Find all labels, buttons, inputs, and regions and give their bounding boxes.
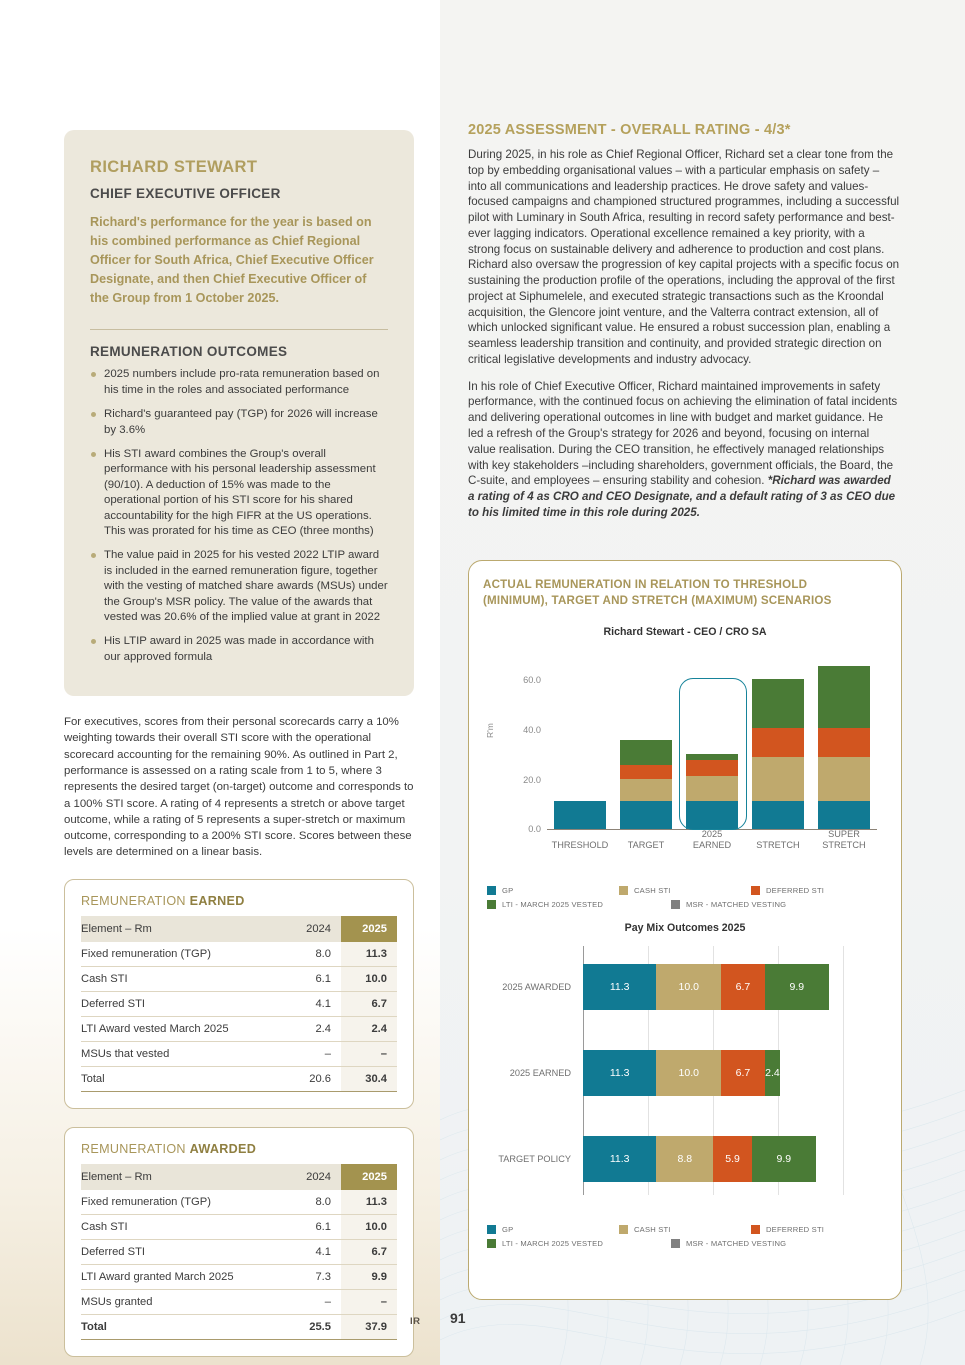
table-title-light: REMUNERATION <box>81 893 190 908</box>
remuneration-earned-card <box>64 879 414 1109</box>
chart1-segment-cash-sti <box>620 779 672 801</box>
chart1-segment-cash-sti <box>752 757 804 801</box>
legend-label: CASH STI <box>634 1225 671 1235</box>
legend-swatch <box>671 1239 680 1248</box>
cell-label: LTI Award granted March 2025 <box>81 1270 234 1283</box>
cell-label: Cash STI <box>81 1220 128 1233</box>
cell-2024: 4.1 <box>315 997 331 1010</box>
legend-item-msr-matched-vesting <box>671 900 887 909</box>
table-row <box>81 942 397 967</box>
cell-2025: – <box>341 1041 397 1066</box>
profile-card <box>64 130 414 696</box>
chart1-xtick: SUPER STRETCH <box>822 829 866 850</box>
panel-heading-line1: ACTUAL REMUNERATION IN RELATION TO THRESHOLD <box>483 578 808 591</box>
cell-2024: – <box>324 1295 331 1308</box>
panel-heading-line2: (MINIMUM), TARGET AND STRETCH (MAXIMUM) SCENARIOS <box>483 593 832 607</box>
legend-swatch <box>487 886 496 895</box>
legend-item-cash-sti <box>619 1225 751 1234</box>
page-title: RICHARD STEWART <box>90 158 258 176</box>
legend-item-deferred-sti <box>751 1225 887 1234</box>
chart1-ytick: 20.0 <box>523 774 541 785</box>
legend-label: GP <box>502 1225 514 1235</box>
cell-label: MSUs granted <box>81 1295 153 1308</box>
table-row <box>81 991 397 1016</box>
remuneration-awarded-table <box>81 1164 397 1340</box>
legend-item-cash-sti <box>619 886 751 895</box>
legend-item-deferred-sti <box>751 886 887 895</box>
chart2-ytick: 2025 AWARDED <box>502 982 571 993</box>
cell-2025: 2.4 <box>341 1016 397 1041</box>
table-row <box>81 1214 397 1239</box>
legend-label: MSR - MATCHED VESTING <box>686 900 787 910</box>
remuneration-outcomes-heading: REMUNERATION OUTCOMES <box>90 344 288 360</box>
chart1-segment-gp <box>686 801 738 829</box>
cell-2024: 4.1 <box>315 1245 331 1258</box>
legend-swatch <box>671 900 680 909</box>
cell-2024: 20.6 <box>309 1072 331 1085</box>
assessment-heading: 2025 ASSESSMENT - OVERALL RATING - 4/3* <box>468 122 791 138</box>
chart2-bar-target-policy <box>498 1136 875 1182</box>
chart2-segment-cash-sti: 10.0 <box>656 964 721 1010</box>
profile-intro: Richard's performance for the year is based on his combined performance as Chief Regional Officer for South Africa, Chief Executive Officer Designate, and then Chief Executive Officer of the Group from 1 October 2025. <box>90 215 374 305</box>
list-item: His STI award combines the Group's overall performance with his personal leadership assessment (90/10). A deduction of 15% was made to the operational portion of his STI score for his shared accountability for the high FIFR at the US operations. This was prorated for his time as CEO (three months) <box>90 447 388 539</box>
legend-swatch <box>751 886 760 895</box>
chart1-scenarios <box>483 652 887 852</box>
cell-2024: 8.0 <box>315 1195 331 1208</box>
divider <box>90 329 388 330</box>
legend-label: DEFERRED STI <box>766 886 825 896</box>
chart1-segment-deferred-sti <box>686 760 738 777</box>
col-element: Element – Rm <box>81 1164 285 1190</box>
chart1-bar-stretch <box>752 679 804 850</box>
table-row <box>81 1239 397 1264</box>
chart2-segment-lti-march-2025-vested: 9.9 <box>752 1136 816 1182</box>
chart1-bar-target <box>620 740 672 850</box>
cell-2024: 2.4 <box>315 1022 331 1035</box>
table-header-row <box>81 1164 397 1190</box>
cell-2025: – <box>341 1289 397 1314</box>
chart1-segment-cash-sti <box>818 757 870 801</box>
chart1-segment-lti-march-2025-vested <box>620 740 672 765</box>
cell-2025: 6.7 <box>341 991 397 1016</box>
col-2025: 2025 <box>341 1164 397 1190</box>
legend-swatch <box>619 1225 628 1234</box>
col-element: Element – Rm <box>81 916 285 942</box>
chart1-segment-lti-march-2025-vested <box>818 666 870 728</box>
legend-swatch <box>487 1239 496 1248</box>
cell-2024: 25.5 <box>309 1320 331 1333</box>
left-column <box>64 0 414 1357</box>
chart2-segment-deferred-sti: 6.7 <box>721 1050 764 1096</box>
table-total-row <box>81 1314 397 1339</box>
list-item: Richard's guaranteed pay (TGP) for 2026 will increase by 3.6% <box>90 407 388 438</box>
cell-2025: 10.0 <box>341 1214 397 1239</box>
chart1-segment-gp <box>554 801 606 829</box>
chart1-bar-threshold <box>551 801 609 850</box>
legend-label: LTI - MARCH 2025 VESTED <box>502 1239 604 1249</box>
chart2-bar-2025-awarded <box>502 964 875 1010</box>
legend-swatch <box>487 900 496 909</box>
chart1-segment-gp <box>752 801 804 829</box>
chart2-segment-cash-sti: 8.8 <box>656 1136 713 1182</box>
table-title-light: REMUNERATION <box>81 1141 190 1156</box>
assessment-paragraph-2 <box>468 379 900 521</box>
chart1-segment-gp <box>620 801 672 829</box>
legend-label: GP <box>502 886 514 896</box>
assessment-para2-text: In his role of Chief Executive Officer, Richard maintained improvements in safety performance, with the continued focus on achieving the elimination of fatal incidents and delivering operational outcomes in line with budget and market guidance. He led a refresh of the Group's strategy for 2026 and beyond, focusing on internal value realisation. During the CEO transition, he effectively managed relationships with key stakeholders –including shareholders, government officials, the Board, the C-suite, and employees – ensuring stability and cohesion. <box>468 379 898 488</box>
page-number: 91 <box>450 1310 466 1326</box>
chart2-segment-gp: 11.3 <box>583 964 656 1010</box>
chart1-plot-area <box>547 656 877 850</box>
chart1-segment-deferred-sti <box>818 728 870 757</box>
chart1-ytick: 40.0 <box>523 724 541 735</box>
cell-2025: 11.3 <box>341 942 397 967</box>
chart2-segment-gp: 11.3 <box>583 1136 656 1182</box>
cell-2025: 11.3 <box>341 1190 397 1215</box>
cell-2024: 6.1 <box>315 1220 331 1233</box>
cell-label: Cash STI <box>81 972 128 985</box>
chart1-segment-gp <box>818 801 870 829</box>
table-total-row <box>81 1066 397 1091</box>
cell-2025: 10.0 <box>341 966 397 991</box>
footer-ir-label: IR <box>410 1316 421 1327</box>
remuneration-awarded-card <box>64 1127 414 1357</box>
table-row <box>81 1289 397 1314</box>
chart1-title: Richard Stewart - CEO / CRO SA <box>603 626 767 639</box>
assessment-rating-note: *Richard was awarded a rating of 4 as CRO and CEO Designate, and a default rating of 3 as CEO due to his limited time in this role during 2025. <box>468 474 896 519</box>
list-item: 2025 numbers include pro-rata remuneration based on his time in the roles and associated performance <box>90 367 388 398</box>
profile-role: CHIEF EXECUTIVE OFFICER <box>90 186 281 201</box>
legend-label: MSR - MATCHED VESTING <box>686 1239 787 1249</box>
legend-swatch <box>751 1225 760 1234</box>
table-title-awarded <box>81 1142 397 1156</box>
chart1-segment-deferred-sti <box>752 728 804 757</box>
chart1-ylabel: R'm <box>485 723 495 739</box>
cell-2025: 9.9 <box>341 1264 397 1289</box>
list-item: The value paid in 2025 for his vested 2022 LTIP award is included in the earned remuneration figure, together with the vesting of matched share awards (MSUs) under the Group's MSR policy. The value of the awards that vested was 20.6% of the implied value at grant in 2022 <box>90 548 388 625</box>
table-row <box>81 1016 397 1041</box>
chart2-bar-2025-earned <box>509 1050 875 1096</box>
cell-2024: – <box>324 1047 331 1060</box>
remuneration-earned-table <box>81 916 397 1092</box>
table-title-bold: EARNED <box>189 893 245 908</box>
col-2024: 2024 <box>285 916 341 942</box>
remuneration-scenarios-panel <box>468 560 902 1300</box>
chart1-segment-deferred-sti <box>620 765 672 780</box>
col-2024: 2024 <box>285 1164 341 1190</box>
chart2-segment-deferred-sti: 5.9 <box>713 1136 751 1182</box>
table-title-bold: AWARDED <box>189 1141 257 1156</box>
chart1-ytick: 0.0 <box>528 824 541 835</box>
legend-swatch <box>619 886 628 895</box>
chart2-segment-lti-march-2025-vested: 2.4 <box>765 1050 781 1096</box>
table-title-earned <box>81 894 397 908</box>
panel-heading <box>483 577 887 608</box>
remuneration-outcomes-list <box>90 367 388 665</box>
legend-label: LTI - MARCH 2025 VESTED <box>502 900 604 910</box>
legend-item-gp <box>487 886 619 895</box>
chart2-ytick: 2025 EARNED <box>509 1068 571 1079</box>
cell-2024: 7.3 <box>315 1270 331 1283</box>
table-row <box>81 966 397 991</box>
chart1-xtick: STRETCH <box>756 839 800 850</box>
table-row <box>81 1041 397 1066</box>
assessment-paragraph-1: During 2025, in his role as Chief Regional Officer, Richard set a clear tone from the top by embedding organisational values – with a particular emphasis on safety – into all communications and leadership practices. He drove safety and values-focused campaigns and championed structured programmes, including a successful pilot with Luminary in South Africa, resulting in record safety performance and best-ever lagging indicators. Operational excellence remained a key priority, with a strong focus on sustainable delivery and adherence to production and cost plans. Richard also oversaw the progression of key capital projects with a specific focus on sustaining the production profile of the operations, including the approval of the first project at Siphumelele, and executed strategic transactions such as the Kroondal acquisition, the Glencore joint venture, and the Valterra contract extension, all of which unlocked significant value. He ensured a robust succession plan, enabling a seamless leadership transition and continuity, and provided strategic direction on critical legislative developments and industry advocacy. <box>468 148 900 366</box>
legend-item-lti-march-2025-vested <box>487 1239 671 1248</box>
cell-label: Fixed remuneration (TGP) <box>81 1195 211 1208</box>
chart2-segment-lti-march-2025-vested: 9.9 <box>765 964 829 1010</box>
legend-label: DEFERRED STI <box>766 1225 825 1235</box>
chart1-bar-super-stretch <box>818 666 870 850</box>
legend-item-gp <box>487 1225 619 1234</box>
chart2-legend <box>483 1225 887 1253</box>
chart1-xtick: TARGET <box>627 839 665 850</box>
chart2-segment-gp: 11.3 <box>583 1050 656 1096</box>
col-2025: 2025 <box>341 916 397 942</box>
scorecard-note: For executives, scores from their personal scorecards carry a 10% weighting towards their overall STI score with the operational scorecard accounting for the remaining 90%. As outlined in Part 2, performance is assessed on a rating scale from 1 to 5, where 3 represents the desired target (on-target) outcome and corresponds to a 100% STI score. A rating of 4 represents a stretch or above target outcome, while a rating of 5 represents a super-stretch or maximum outcome, corresponding to a 200% STI score. Scores between these levels are determined on a linear basis. <box>64 716 414 859</box>
cell-2024: 8.0 <box>315 947 331 960</box>
legend-swatch <box>487 1225 496 1234</box>
table-header-row <box>81 916 397 942</box>
chart2-title: Pay Mix Outcomes 2025 <box>624 922 746 935</box>
cell-2025: 6.7 <box>341 1239 397 1264</box>
cell-label: Fixed remuneration (TGP) <box>81 947 211 960</box>
chart2-ytick: TARGET POLICY <box>498 1154 571 1165</box>
chart2-pay-mix <box>483 946 887 1221</box>
cell-label: Deferred STI <box>81 997 146 1010</box>
cell-label: MSUs that vested <box>81 1047 170 1060</box>
chart1-segment-cash-sti <box>686 776 738 801</box>
chart1-xtick: 2025 EARNED <box>692 829 732 850</box>
chart1-xtick: THRESHOLD <box>551 839 609 850</box>
chart2-segment-cash-sti: 10.0 <box>656 1050 721 1096</box>
cell-2024: 6.1 <box>315 972 331 985</box>
legend-item-msr-matched-vesting <box>671 1239 887 1248</box>
chart1-segment-lti-march-2025-vested <box>752 679 804 728</box>
cell-label: LTI Award vested March 2025 <box>81 1022 229 1035</box>
table-row <box>81 1264 397 1289</box>
chart1-bar-2025-earned <box>686 754 738 850</box>
chart1-ytick: 60.0 <box>523 675 541 686</box>
table-row <box>81 1190 397 1215</box>
right-column <box>468 122 900 532</box>
cell-label: Total <box>81 1320 107 1333</box>
cell-2025: 30.4 <box>341 1066 397 1091</box>
cell-label: Total <box>81 1072 105 1085</box>
chart2-segment-deferred-sti: 6.7 <box>721 964 764 1010</box>
cell-2025: 37.9 <box>341 1314 397 1339</box>
legend-label: CASH STI <box>634 886 671 896</box>
chart1-legend <box>483 886 887 914</box>
legend-item-lti-march-2025-vested <box>487 900 671 909</box>
list-item: His LTIP award in 2025 was made in accordance with our approved formula <box>90 634 388 665</box>
cell-label: Deferred STI <box>81 1245 146 1258</box>
